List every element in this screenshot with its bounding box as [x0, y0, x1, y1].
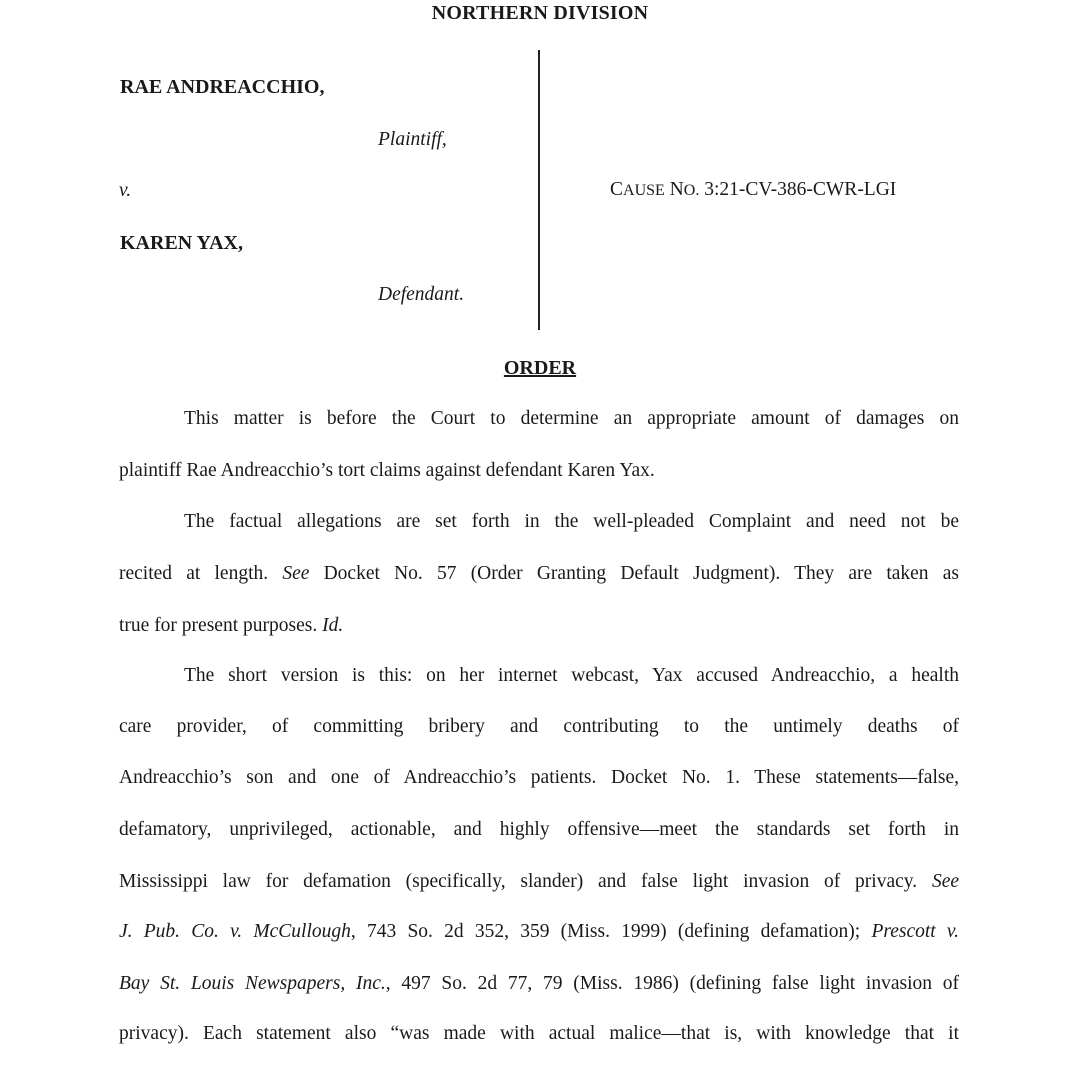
p2-line-3-a: true for present purposes. — [119, 615, 323, 636]
p3-line-7 — [119, 972, 959, 996]
p2-line-3 — [119, 614, 959, 638]
cause-prefix-cap1: C — [610, 179, 624, 200]
p3-line-1: The short version is this: on her internet webcast, Yax accused Andreacchio, a health — [184, 665, 959, 686]
caption-divider — [538, 50, 540, 330]
p3-line-4: defamatory, unprivileged, actionable, and highly offensive—meet the standards set forth in — [119, 819, 959, 840]
p2-line-2-b: Docket No. 57 (Order Granting Default Judgment). They are taken as — [309, 563, 959, 584]
p1-line-2: plaintiff Rae Andreacchio’s tort claims against defendant Karen Yax. — [119, 460, 655, 481]
division-heading: NORTHERN DIVISION — [431, 2, 649, 24]
cause-number — [610, 179, 896, 201]
cause-prefix-small2: O. — [683, 182, 700, 199]
order-heading: ORDER — [503, 357, 577, 379]
p3-line-6 — [119, 920, 959, 944]
p3-line-5 — [119, 870, 959, 894]
p3-line-3: Andreacchio’s son and one of Andreacchio’s patients. Docket No. 1. These statements—false, — [119, 767, 959, 788]
p2-line-1: The factual allegations are set forth in the well-pleaded Complaint and need not be — [184, 511, 959, 532]
plaintiff-role: Plaintiff, — [378, 129, 447, 150]
case-name-mccullough: J. Pub. Co. v. McCullough — [119, 921, 351, 942]
case-name-prescott: Prescott v. — [871, 921, 959, 942]
p3-line-2: care provider, of committing bribery and contributing to the untimely deaths of — [119, 716, 959, 737]
p3-line-7-b: , 497 So. 2d 77, 79 (Miss. 1986) (defining false light invasion of — [385, 973, 959, 994]
defendant-role: Defendant. — [378, 284, 465, 305]
p2-id-signal: Id. — [322, 615, 344, 636]
p3-line-6-b: , 743 So. 2d 352, 359 (Miss. 1999) (defining defamation); — [350, 921, 872, 942]
p3-see-signal: See — [931, 871, 959, 892]
cause-number-value: 3:21-CV-386-CWR-LGI — [699, 179, 897, 200]
p1-line-1: This matter is before the Court to determine an appropriate amount of damages on — [184, 408, 959, 429]
defendant-name: KAREN YAX, — [120, 232, 243, 254]
p3-line-5-a: Mississippi law for defamation (specifically, slander) and false light invasion of privacy. — [119, 871, 932, 892]
versus-label: v. — [119, 180, 132, 201]
p2-line-2 — [119, 562, 959, 586]
plaintiff-name: RAE ANDREACCHIO, — [120, 76, 325, 98]
p2-line-2-a: recited at length. — [119, 563, 283, 584]
case-name-bay-st-louis: Bay St. Louis Newspapers, Inc. — [119, 973, 386, 994]
p3-line-8: privacy). Each statement also “was made with actual malice—that is, with knowledge that it — [119, 1023, 959, 1044]
cause-prefix-cap2: N — [664, 179, 684, 200]
cause-prefix-small1: AUSE — [623, 182, 665, 199]
p2-see-signal: See — [282, 563, 310, 584]
